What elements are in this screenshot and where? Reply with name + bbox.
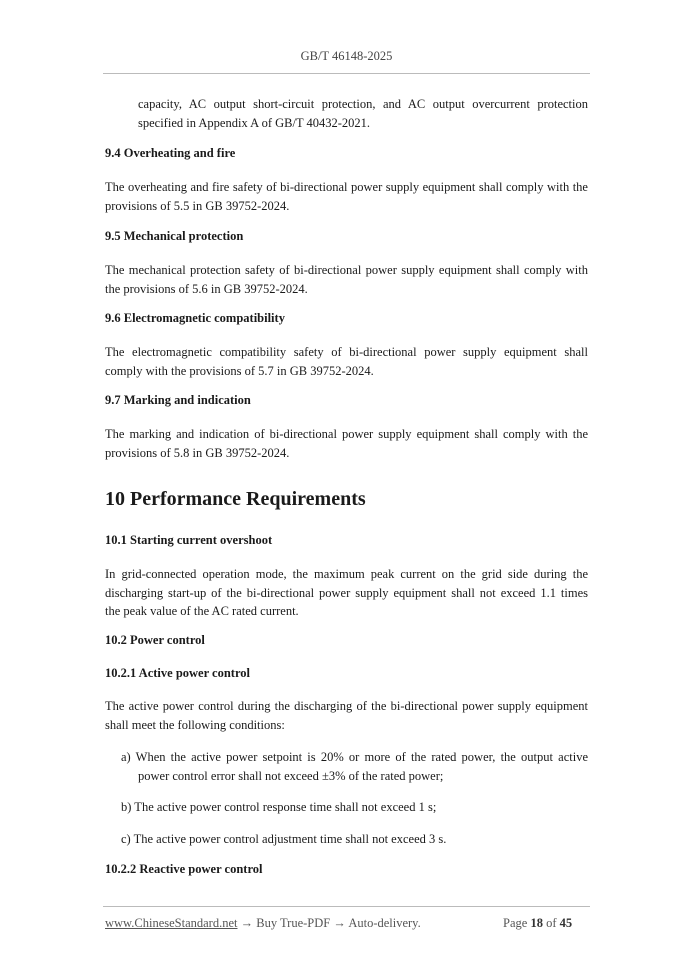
paragraph xyxy=(105,830,588,849)
text-line: shall meet the following conditions: xyxy=(105,717,285,732)
current-page: 18 xyxy=(530,916,543,930)
text-line: The electromagnetic compatibility safety of bi-directional power supply equipment shall xyxy=(105,345,588,359)
text-line: the provisions of 5.6 in GB 39752-2024. xyxy=(105,281,308,296)
subsection-heading: 9.7 Marking and indication xyxy=(105,393,251,407)
auto-delivery-text: Auto-delivery. xyxy=(348,916,421,930)
text-line: power control error shall not exceed ±3% of the rated power; xyxy=(138,768,444,783)
paragraph xyxy=(105,261,588,298)
header-divider xyxy=(103,73,590,74)
arrow-icon: → xyxy=(240,916,254,930)
paragraph xyxy=(105,425,588,462)
subsection-heading: 10.1 Starting current overshoot xyxy=(105,533,273,547)
subsection-heading: 10.2 Power control xyxy=(105,633,205,647)
text-line: In grid-connected operation mode, the maximum peak current on the grid side during the xyxy=(105,567,588,581)
of-label: of xyxy=(546,916,557,930)
subsection-heading: 9.6 Electromagnetic compatibility xyxy=(105,311,285,325)
text-line: The mechanical protection safety of bi-directional power supply equipment shall comply with xyxy=(105,263,588,277)
paragraph xyxy=(105,798,588,817)
text-line: The overheating and fire safety of bi-directional power supply equipment shall comply with the xyxy=(105,180,588,194)
text-line: b) The active power control response time shall not exceed 1 s; xyxy=(121,800,437,814)
page-header: GB/T 46148-2025 xyxy=(300,49,393,63)
website-link[interactable]: www.ChineseStandard.net xyxy=(105,916,238,930)
text-line: c) The active power control adjustment time shall not exceed 3 s. xyxy=(121,832,447,846)
subsection-heading: 10.2.1 Active power control xyxy=(105,666,251,680)
text-line: discharging start-up of the bi-directional power supply equipment shall not exceed 1.1 times xyxy=(105,585,588,600)
text-line: The active power control during the discharging of the bi-directional power supply equipment xyxy=(105,699,588,713)
footer-divider xyxy=(103,906,590,907)
paragraph xyxy=(105,178,588,215)
text-line: provisions of 5.5 in GB 39752-2024. xyxy=(105,198,290,213)
total-pages: 45 xyxy=(559,916,573,930)
text-line: the peak value of the AC rated current. xyxy=(105,604,299,619)
text-line: capacity, AC output short-circuit protection, and AC output overcurrent protection xyxy=(138,97,588,111)
text-line: specified in Appendix A of GB/T 40432-2021. xyxy=(138,115,371,130)
subsection-heading: 10.2.2 Reactive power control xyxy=(105,862,263,876)
footer-promo xyxy=(105,916,421,931)
paragraph xyxy=(138,95,588,132)
page-number xyxy=(503,916,572,931)
text-line: a) When the active power setpoint is 20% or more of the rated power, the output active xyxy=(121,750,588,764)
text-line: provisions of 5.8 in GB 39752-2024. xyxy=(105,445,290,460)
page-label: Page xyxy=(503,916,528,930)
subsection-heading: 9.5 Mechanical protection xyxy=(105,229,244,243)
buy-pdf-text: Buy True-PDF xyxy=(256,916,331,930)
section-heading: 10 Performance Requirements xyxy=(105,488,366,510)
text-line: comply with the provisions of 5.7 in GB 39752-2024. xyxy=(105,363,374,378)
text-line: The marking and indication of bi-directional power supply equipment shall comply with the xyxy=(105,427,588,441)
arrow-icon: → xyxy=(333,916,346,930)
paragraph xyxy=(105,565,588,621)
paragraph xyxy=(105,343,588,380)
subsection-heading: 9.4 Overheating and fire xyxy=(105,146,236,160)
paragraph xyxy=(105,697,588,734)
paragraph xyxy=(105,748,588,785)
